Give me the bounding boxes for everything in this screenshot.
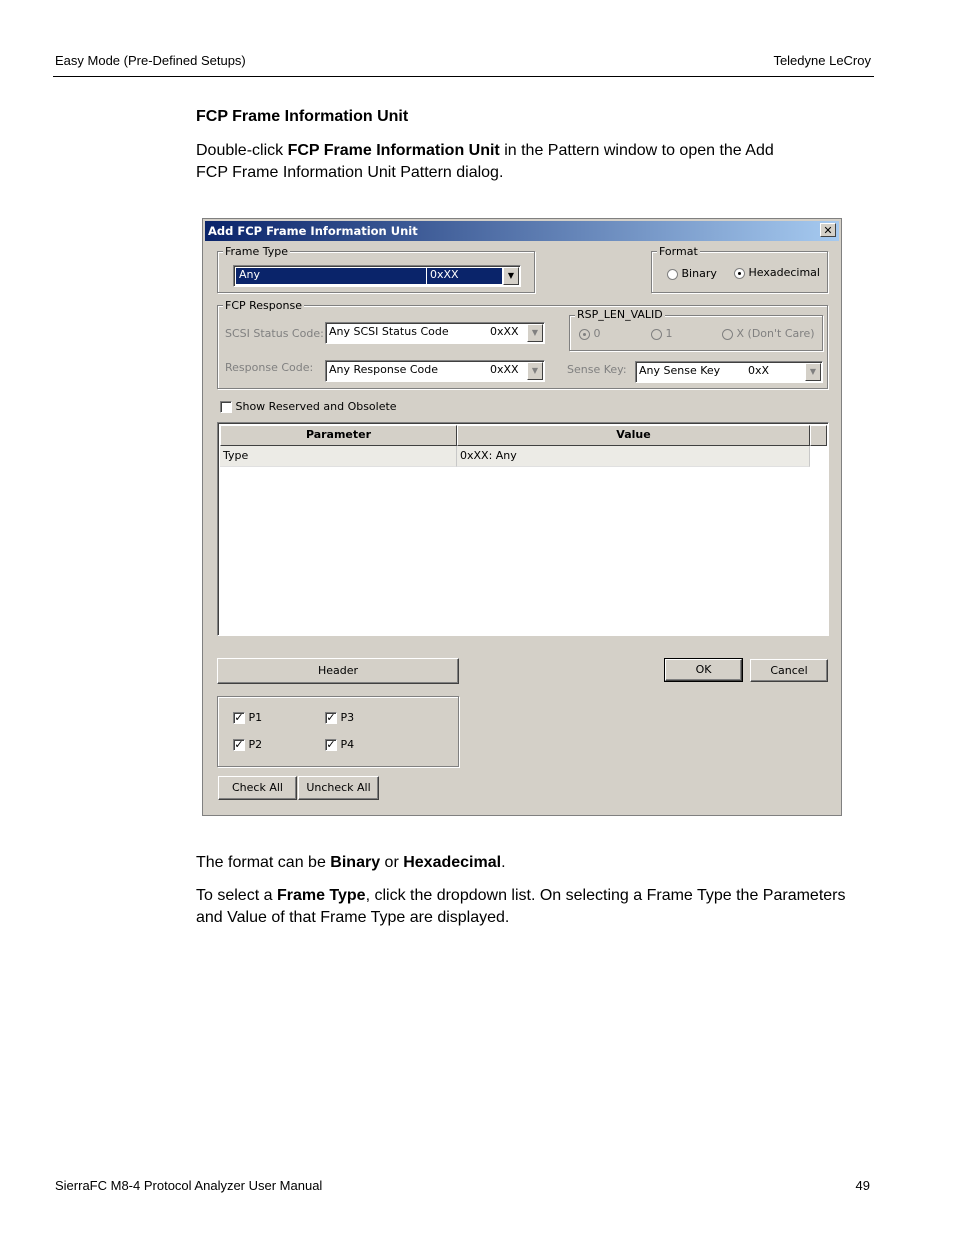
- ft-bold: Frame Type: [276, 887, 366, 904]
- rsp-0-radio[interactable]: [579, 329, 590, 340]
- format-pre: The format can be: [196, 854, 331, 871]
- dialog-title-bar: [205, 221, 839, 241]
- intro-paragraph: [196, 140, 876, 184]
- p1-option[interactable]: [233, 711, 262, 724]
- rsp-len-valid-label: RSP_LEN_VALID: [577, 308, 663, 321]
- p1-label: P1: [248, 711, 263, 724]
- cancel-button[interactable]: Cancel: [750, 659, 828, 682]
- chevron-down-icon[interactable]: ▼: [503, 267, 519, 285]
- rsp-0-label: 0: [593, 327, 601, 340]
- ports-group: [217, 696, 459, 767]
- uncheck-all-button[interactable]: Uncheck All: [298, 776, 379, 800]
- frame-type-label: Frame Type: [225, 245, 289, 258]
- section-title: FCP Frame Information Unit: [196, 108, 409, 125]
- page-header-left: Easy Mode (Pre-Defined Setups): [55, 53, 246, 68]
- format-hex-bold: Hexadecimal: [403, 854, 502, 871]
- close-icon[interactable]: ✕: [820, 223, 836, 237]
- sense-key-code: 0xX: [748, 364, 770, 377]
- column-header-filler: [810, 425, 827, 446]
- format-paragraph: [196, 852, 876, 874]
- format-binary-option[interactable]: [667, 267, 717, 280]
- p4-checkbox[interactable]: ✓: [326, 738, 336, 751]
- intro-pre: Double-click: [196, 142, 288, 159]
- scsi-status-dropdown[interactable]: [325, 322, 545, 344]
- page-footer-left: SierraFC M8-4 Protocol Analyzer User Manual: [55, 1178, 323, 1193]
- show-reserved-option[interactable]: [220, 400, 397, 413]
- ok-button[interactable]: OK: [665, 659, 742, 681]
- p4-option[interactable]: [325, 738, 354, 751]
- response-code-code: 0xXX: [490, 363, 519, 376]
- parameter-table[interactable]: [217, 422, 829, 636]
- frame-type-selection: [236, 268, 502, 284]
- fcp-response-label: FCP Response: [225, 299, 302, 312]
- hexadecimal-radio[interactable]: [734, 268, 745, 279]
- rsp-option-1[interactable]: [651, 327, 673, 340]
- dialog-title: Add FCP Frame Information Unit: [208, 224, 418, 238]
- response-code-dropdown[interactable]: [325, 360, 545, 382]
- rsp-option-x[interactable]: [722, 327, 815, 340]
- sense-key-value: Any Sense Key: [639, 364, 721, 377]
- column-header-value[interactable]: Value: [457, 425, 810, 446]
- format-mid: or: [380, 854, 404, 871]
- frame-type-dropdown[interactable]: [233, 265, 521, 287]
- binary-radio[interactable]: [667, 269, 678, 280]
- header-button[interactable]: Header: [217, 658, 459, 684]
- binary-label: Binary: [681, 267, 717, 280]
- check-all-button[interactable]: Check All: [218, 776, 297, 800]
- p3-option[interactable]: [325, 711, 354, 724]
- ft-pre: To select a: [196, 887, 277, 904]
- frame-type-paragraph: [196, 885, 876, 929]
- p3-checkbox[interactable]: ✓: [326, 711, 336, 724]
- add-fcp-dialog: [202, 218, 842, 816]
- frame-type-value: Any: [239, 268, 261, 281]
- show-reserved-checkbox[interactable]: [220, 401, 232, 413]
- frame-type-divider: [426, 268, 427, 284]
- show-reserved-label: Show Reserved and Obsolete: [235, 400, 397, 413]
- rsp-1-radio[interactable]: [651, 329, 662, 340]
- p2-option[interactable]: [233, 738, 262, 751]
- p2-label: P2: [248, 738, 263, 751]
- p4-label: P4: [340, 738, 355, 751]
- rsp-1-label: 1: [665, 327, 673, 340]
- header-rule: [53, 76, 874, 77]
- format-binary-bold: Binary: [330, 854, 381, 871]
- scsi-status-label: SCSI Status Code:: [225, 327, 324, 340]
- p3-label: P3: [340, 711, 355, 724]
- chevron-down-icon[interactable]: ▼: [527, 362, 543, 380]
- scsi-status-code: 0xXX: [490, 325, 519, 338]
- ft-post: , click the dropdown list. On selecting a Frame Type the Parameters: [365, 887, 846, 904]
- rsp-x-radio[interactable]: [722, 329, 733, 340]
- rsp-x-label: X (Don't Care): [736, 327, 815, 340]
- response-code-value: Any Response Code: [329, 363, 438, 376]
- hexadecimal-label: Hexadecimal: [748, 266, 820, 279]
- format-label: Format: [659, 245, 698, 258]
- chevron-down-icon[interactable]: ▼: [805, 363, 821, 381]
- page-number: 49: [855, 1178, 870, 1193]
- table-row-value[interactable]: 0xXX: Any: [457, 446, 810, 467]
- ft-line2: and Value of that Frame Type are displayed.: [196, 909, 510, 926]
- intro-post: in the Pattern window to open the Add: [499, 142, 774, 159]
- page-header-right: Teledyne LeCroy: [773, 53, 871, 68]
- chevron-down-icon[interactable]: ▼: [527, 324, 543, 342]
- intro-line2: FCP Frame Information Unit Pattern dialog.: [196, 164, 504, 181]
- p1-checkbox[interactable]: ✓: [234, 711, 244, 724]
- table-row-parameter[interactable]: Type: [220, 446, 457, 467]
- frame-type-code: 0xXX: [430, 268, 459, 281]
- column-header-parameter[interactable]: Parameter: [220, 425, 457, 446]
- rsp-option-0[interactable]: [579, 327, 601, 340]
- intro-bold: FCP Frame Information Unit: [287, 142, 500, 159]
- format-hex-option[interactable]: [734, 266, 820, 279]
- format-post: .: [501, 854, 506, 871]
- response-code-label: Response Code:: [225, 361, 314, 374]
- p2-checkbox[interactable]: ✓: [234, 738, 244, 751]
- sense-key-label: Sense Key:: [567, 363, 627, 376]
- sense-key-dropdown[interactable]: [635, 361, 823, 383]
- scsi-status-value: Any SCSI Status Code: [329, 325, 449, 338]
